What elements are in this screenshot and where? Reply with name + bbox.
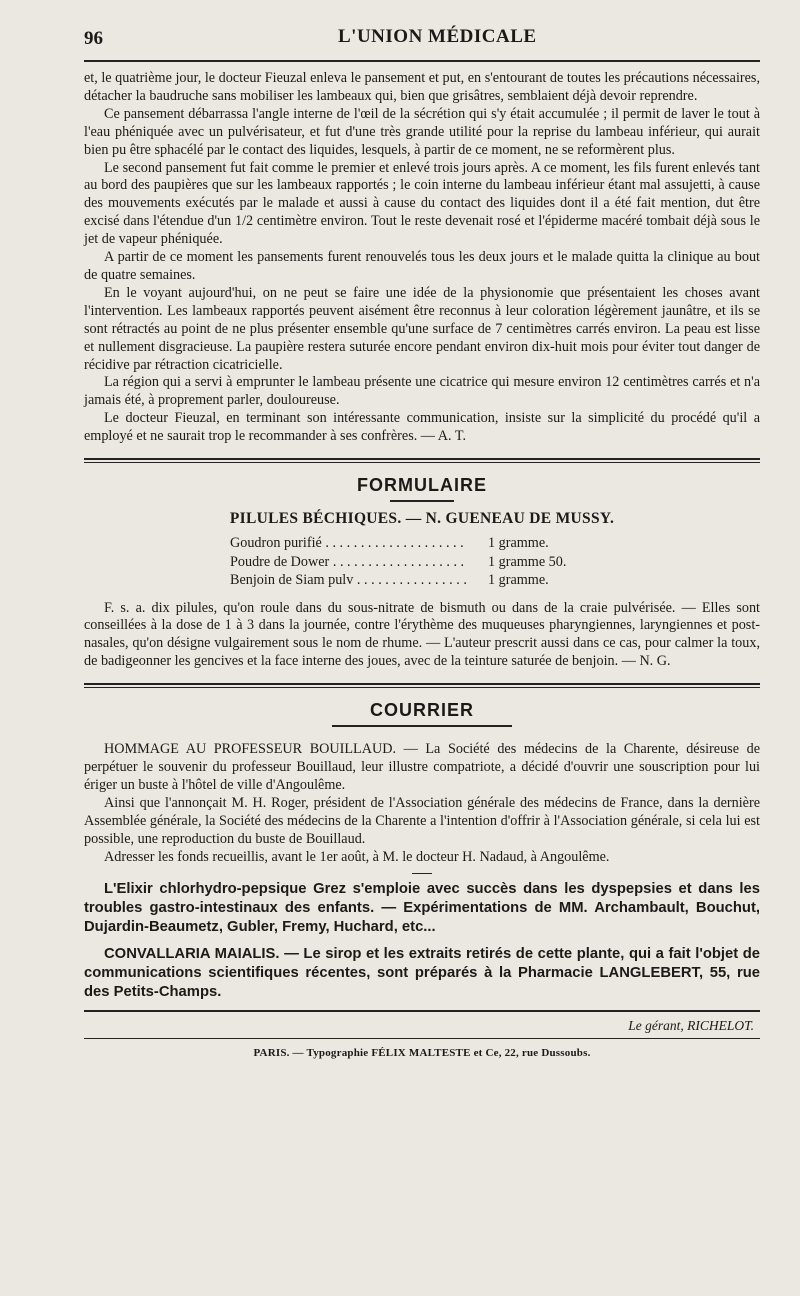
- ingredient-row: [230, 553, 760, 572]
- courrier-heading: COURRIER: [369, 700, 474, 721]
- article-paragraph: Le second pansement fut fait comme le premier et enlevé trois jours après. A ce moment, les fils furent enlevés tant au bord des paupières que sur les lambeaux rapportés ; le coin interne du lambeau inférieur étant mal assujetti, à cause des mouvements exécutés par le malade et aussi à cause du contact des liquides dont il a été fait mention, dut être excisé dans l'étendue d'un 1/2 centimètre environ. Tout le reste devenait rosé et l'épiderme macéré tombait déjà sous le jet de vapeur phéniquée.: [84, 159, 760, 248]
- article-paragraph: Le docteur Fieuzal, en terminant son intéressante communication, insiste sur la simplicité du procédé qu'il a employé et ne saurait trop le recommander à ses confrères. — A. T.: [84, 410, 760, 445]
- section-divider: [84, 458, 760, 463]
- page-number: 96: [84, 28, 103, 49]
- courrier-paragraph: HOMMAGE AU PROFESSEUR BOUILLAUD. — La Société des médecins de la Charente, désireuse de perpétuer le souvenir du professeur Bouillaud, leur illustre compatriote, a décidé d'ouvrir une souscription pour lui ériger un buste à l'hôtel de ville d'Angoulême.: [84, 741, 760, 793]
- ad-separator: [412, 873, 432, 874]
- ingredient-quantity: 1 gramme.: [488, 572, 549, 589]
- footer-rule: [84, 1038, 760, 1039]
- heading-underline: [332, 725, 512, 727]
- ingredient-list: [230, 534, 760, 590]
- gerant-signature: Le gérant, RICHELOT.: [628, 1017, 754, 1033]
- ingredient-quantity: 1 gramme.: [488, 535, 549, 552]
- header-rule: [84, 60, 760, 62]
- article-paragraph: La région qui a servi à emprunter le lambeau présente une cicatrice qui mesure environ 12 centimètres carrés et n'a jamais été, à proprement parler, douloureuse.: [84, 374, 760, 409]
- printer-imprint: PARIS. — Typographie FÉLIX MALTESTE et Ce, 22, rue Dussoubs.: [253, 1046, 591, 1059]
- courrier-paragraph: Ainsi que l'annonçait M. H. Roger, président de l'Association générale des médecins de France, dans la dernière Assemblée générale, la Société des médecins de la Charente a l'intention d'offrir à l'Association générale, si cela lui est possible, une reproduction du buste de Bouillaud.: [84, 794, 760, 847]
- formulaire-text: F. s. a. dix pilules, qu'on roule dans du sous-nitrate de bismuth ou dans de la craie pulvérisée. — Elles sont conseillées à la dose de 1 à 3 dans la journée, contre l'érythème des muqueuses pharyngiennes, laryngiennes et post-nasales, qu'on désigne vulgairement sous le nom de rhume. — L'auteur prescrit aussi dans ce cas, pour calmer la toux, de badigeonner les gencives et la face interne des joues, avec de la teinture saturée de benjoin. — N. G.: [84, 599, 760, 670]
- article-paragraph: A partir de ce moment les pansements furent renouvelés tous les deux jours et le malade quitta la clinique au bout de quatre semaines.: [84, 249, 760, 283]
- footer-rule: [84, 1010, 760, 1012]
- courrier-paragraph: Adresser les fonds recueillis, avant le 1er août, à M. le docteur H. Nadaud, à Angoulême.: [104, 848, 610, 865]
- ingredient-row: [230, 534, 760, 553]
- formulaire-heading: FORMULAIRE: [357, 475, 487, 496]
- advertisement-convallaria: CONVALLARIA MAIALIS. — Le sirop et les extraits retirés de cette plante, qui a fait l'objet de communications scientifiques récentes, sont préparés à la Pharmacie LANGLEBERT, 55, rue des Petits-Champs.: [84, 945, 760, 1000]
- ingredient-name: Benjoin de Siam pulv . . .: [230, 571, 466, 590]
- running-head: [84, 20, 760, 54]
- ingredient-row: [230, 571, 760, 590]
- section-divider: [84, 683, 760, 688]
- courrier-body: [84, 741, 760, 866]
- ingredient-quantity: 1 gramme 50.: [488, 553, 567, 570]
- article-paragraph: En le voyant aujourd'hui, on ne peut se faire une idée de la physionomie que présentaient les choses avant l'intervention. Les lambeaux rapportés peuvent aisément être reconnus à leur coloration légèrement jaunâtre, et ils se sont rétractés au point de ne plus présenter ensemble qu'une surface de 7 centimètres carrés environ. La peau est lisse et nullement disgracieuse. La paupière restera suturée encore pendant environ dix-huit mois pour éviter tout danger de récidive par rétraction cicatricielle.: [84, 284, 760, 373]
- ingredient-name: Goudron purifié . . .: [230, 534, 466, 553]
- article-body: [84, 70, 760, 446]
- advertisement-elixir: L'Elixir chlorhydro-pepsique Grez s'emploie avec succès dans les dyspepsies et dans les troubles gastro-intestinaux des enfants. — Expérimentations de MM. Archambault, Bouchut, Dujardin-Beaumetz, Gubler, Fremy, Huchard, etc...: [84, 880, 760, 935]
- ingredient-name: Poudre de Dower . . .: [230, 553, 466, 572]
- article-paragraph: et, le quatrième jour, le docteur Fieuzal enleva le pansement et put, en s'entourant de toutes les précautions nécessaires, détacher la baudruche sans mobiliser les lambeaux qui, bien que grisâtres, semblaient déjà devoir reprendre.: [84, 70, 760, 104]
- heading-underline: [390, 500, 454, 502]
- journal-title: L'UNION MÉDICALE: [338, 26, 537, 47]
- article-paragraph: Ce pansement débarrassa l'angle interne de l'œil de la sécrétion qui s'y était accumulée ; il permit de laver le tout à l'eau phéniquée avec un pulvérisateur, et fut d'une très grande utilité pour la reprise du lambeau inférieur, qui aurait bien pu être sphacélé par le contact des liquides, lesquels, à partir de ce moment, ne se reformèrent plus.: [84, 105, 760, 158]
- recipe-title: PILULES BÉCHIQUES. — N. GUENEAU DE MUSSY.: [229, 510, 615, 528]
